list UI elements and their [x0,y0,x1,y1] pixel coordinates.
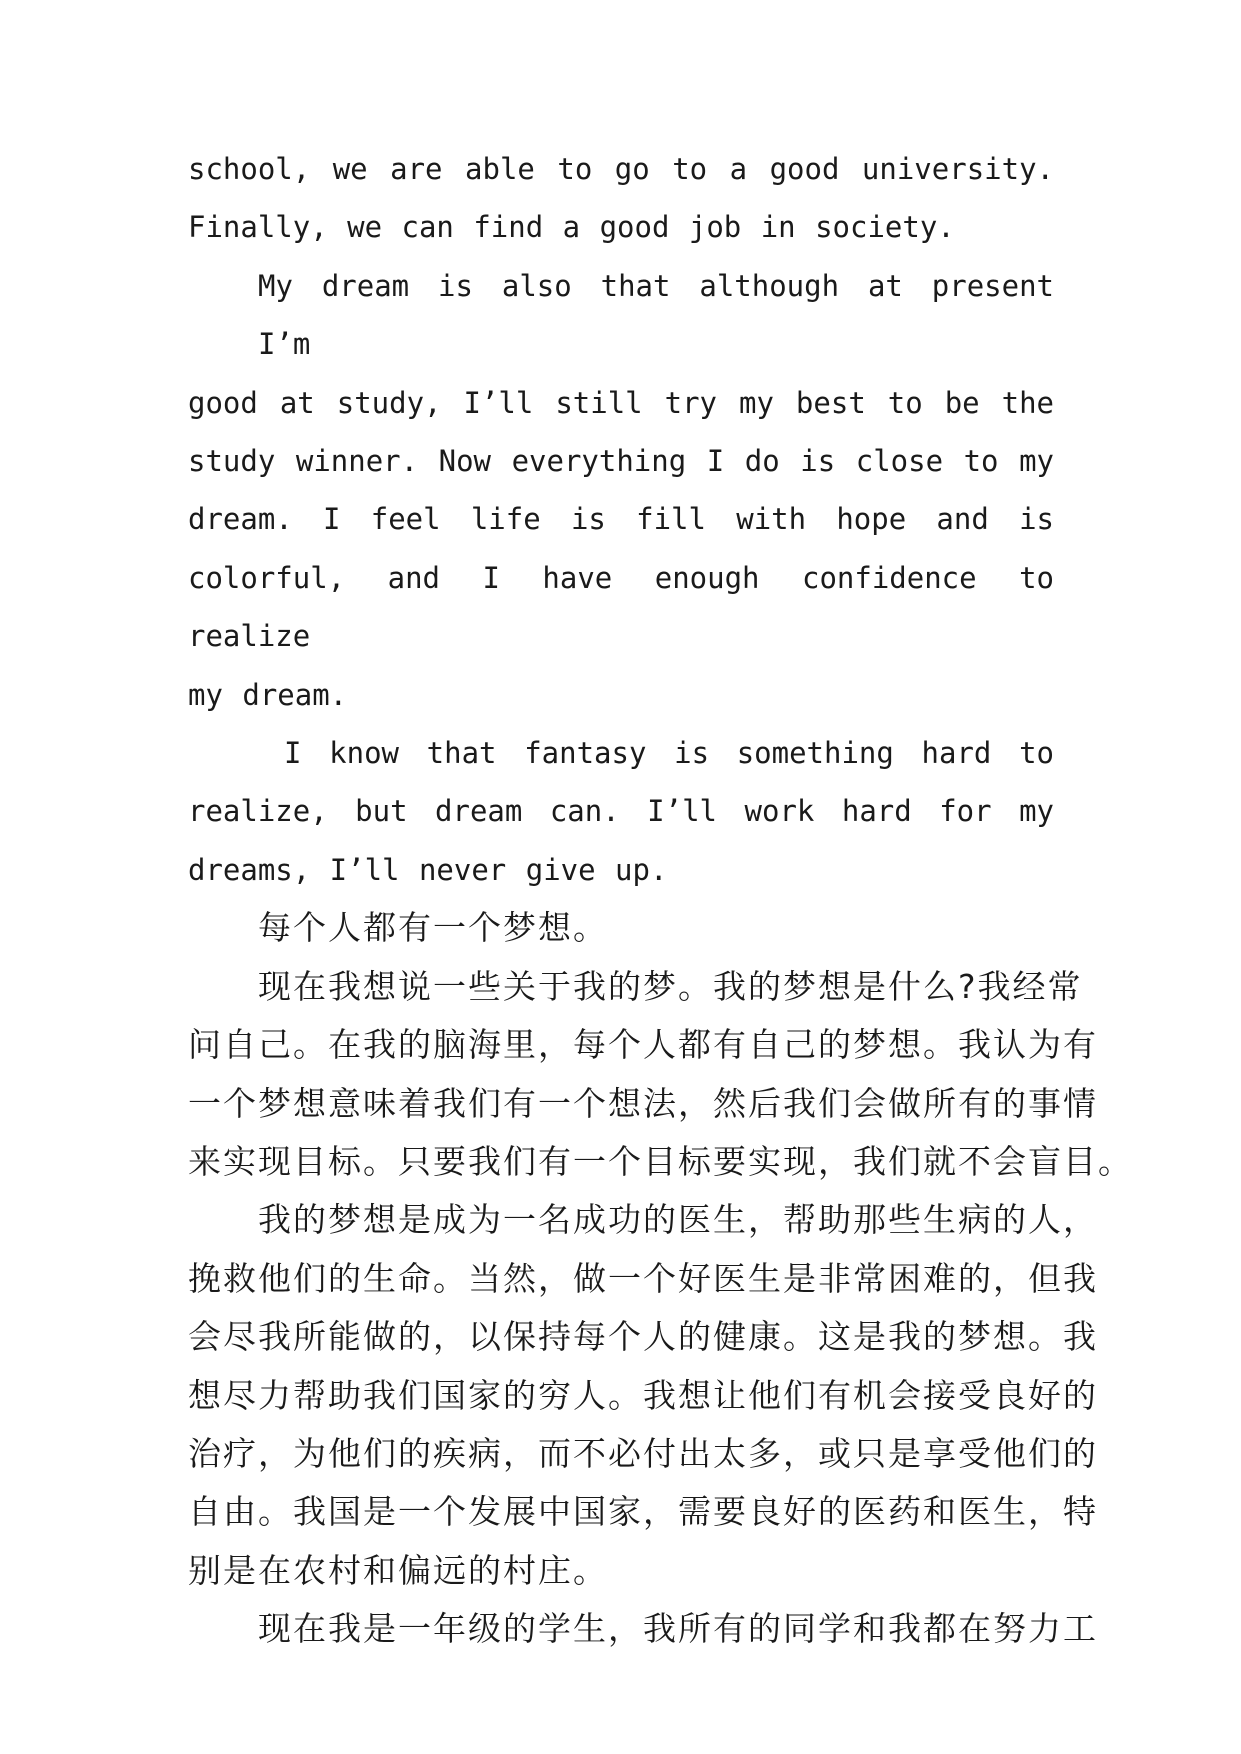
text-line: 每个人都有一个梦想。 [258,908,608,948]
text-line: 别是在农村和偏远的村庄。 [188,1550,608,1590]
text-line: study winner. Now everything I do is close to my [188,444,1054,479]
text-line: My dream is also that although at present I’m [258,268,1054,362]
paragraph-1 [188,140,1054,257]
paragraph-4 [188,899,1054,957]
paragraph-2 [188,257,1054,724]
paragraph-5 [188,958,1133,1192]
text-line: 自由。我国是一个发展中国家，需要良好的医药和医生，特 [188,1492,1098,1532]
text-line: colorful, and I have enough confidence to realize [188,560,1054,654]
text-line: dream. I feel life is fill with hope and is [188,502,1054,537]
text-line: 来实现目标。只要我们有一个目标要实现，我们就不会盲目。 [188,1141,1133,1181]
text-line: good at study, I’ll still try my best to be the [188,385,1054,420]
text-line: dreams, I’ll never give up. [188,852,668,887]
text-line: realize, but dream can. I’ll work hard for my [188,794,1054,829]
text-line: 问自己。在我的脑海里，每个人都有自己的梦想。我认为有 [188,1025,1098,1065]
text-line: 我的梦想是成为一名成功的医生，帮助那些生病的人， [258,1200,1098,1240]
text-line: 现在我想说一些关于我的梦。我的梦想是什么?我经常 [258,966,1083,1006]
text-line: Finally, we can find a good job in society. [188,210,955,245]
text-line: 一个梦想意味着我们有一个想法，然后我们会做所有的事情 [188,1083,1098,1123]
paragraph-3 [188,724,1054,899]
text-line: 会尽我所能做的，以保持每个人的健康。这是我的梦想。我 [188,1317,1098,1357]
paragraph-6 [188,1191,1098,1600]
paragraph-7 [188,1600,1098,1658]
text-line: 现在我是一年级的学生，我所有的同学和我都在努力工 [258,1609,1098,1649]
text-line: I know that fantasy is something hard to [284,736,1054,771]
text-line: 治疗，为他们的疾病，而不必付出太多，或只是享受他们的 [188,1433,1098,1473]
text-line: school, we are able to go to a good university. [188,152,1054,186]
document-page [188,140,1133,1659]
text-line: my dream. [188,677,348,712]
text-line: 想尽力帮助我们国家的穷人。我想让他们有机会接受良好的 [188,1375,1098,1415]
text-line: 挽救他们的生命。当然，做一个好医生是非常困难的，但我 [188,1258,1098,1298]
